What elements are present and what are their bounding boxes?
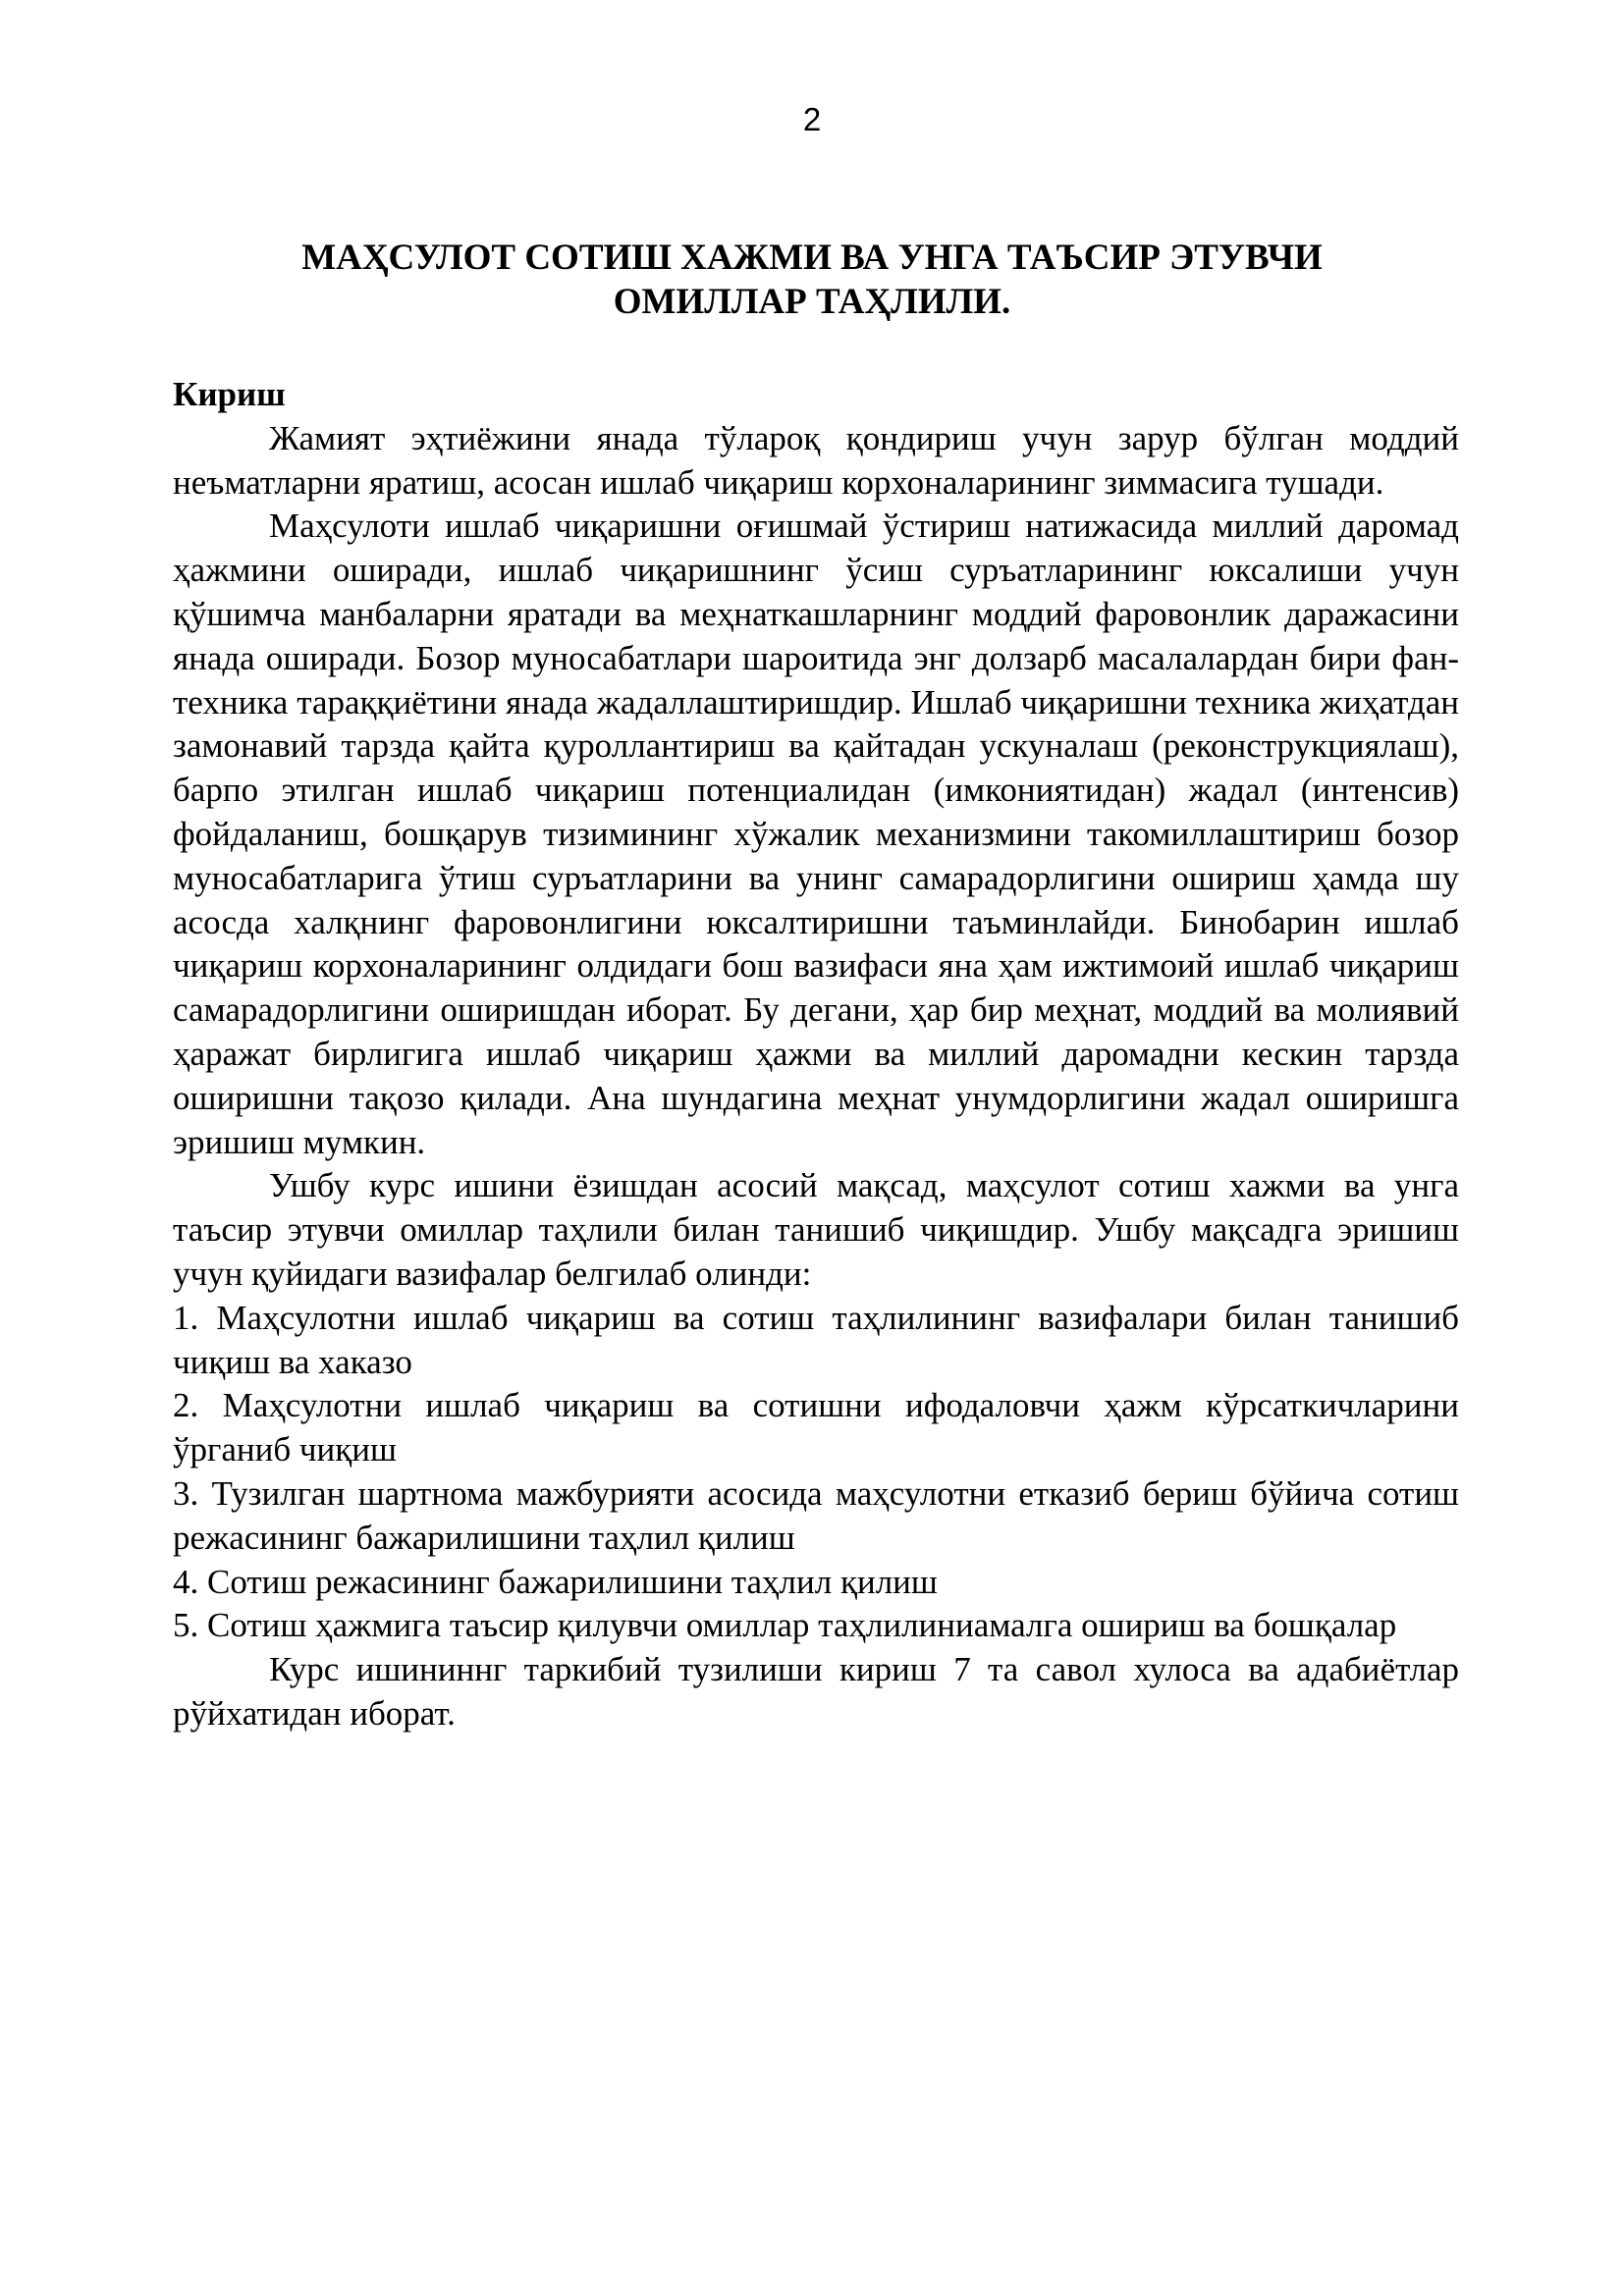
title-line-2: ОМИЛЛАР ТАҲЛИЛИ.	[613, 282, 1011, 322]
paragraph-3: Ушбу курс ишини ёзишдан асосий мақсад, маҳсулот сотиш хажми ва унга таъсир этувчи омиллар таҳлили билан танишиб чиқишдир. Ушбу мақсадга эришиш учун қуйидаги вазифалар белгилаб олинди:	[173, 1166, 1459, 1293]
paragraph-1: Жамият эҳтиёжини янада тўлароқ қондириш учун зарур бўлган моддий неъматларни яратиш, асосан ишлаб чиқариш корхоналарининг зиммасига тушади.	[173, 418, 1459, 502]
list-item-2: 2. Маҳсулотни ишлаб чиқариш ва сотишни ифодаловчи ҳажм кўрсаткичларини ўрганиб чиқиш	[173, 1386, 1459, 1469]
list-item-3: 3. Тузилган шартнома мажбурияти асосида маҳсулотни етказиб бериш бўйича сотиш режасининг бажарилишини таҳлил қилиш	[173, 1473, 1459, 1557]
paragraph-2: Маҳсулоти ишлаб чиқаришни оғишмай ўстириш натижасида миллий даромад ҳажмини оширади, ишлаб чиқаришнинг ўсиш суръатларининг юксалиши учун қўшимча манбаларни яратади ва меҳнаткашларнинг моддий фаровонлик даражасини янада оширади. Бозор муносабатлари шароитида энг долзарб масалалардан бири фан-техника тараққиётини янада жадаллаштиришдир. Ишлаб чиқаришни техника жиҳатдан замонавий тарзда қайта қуроллантириш ва қайтадан ускуналаш (реконструкциялаш), барпо этилган ишлаб чиқариш потенциалидан (имкониятидан) жадал (интенсив) фойдаланиш, бошқарув тизимининг хўжалик механизмини такомиллаштириш бозор муносабатларига ўтиш суръатларини ва унинг самарадорлигини ошириш ҳамда шу асосда халқнинг фаровонлигини юксалтиришни таъминлайди. Бинобарин ишлаб чиқариш корхоналарининг олдидаги бош вазифаси яна ҳам ижтимоий ишлаб чиқариш самарадорлигини оширишдан иборат. Бу дегани, ҳар бир меҳнат, моддий ва молиявий ҳаражат бирлигига ишлаб чиқариш ҳажми ва миллий даромадни кескин тарзда оширишни тақозо қилади. Ана шундагина меҳнат унумдорлигини жадал оширишга эришиш мумкин.	[173, 507, 1459, 1161]
list-item-5: 5. Сотиш ҳажмига таъсир қилувчи омиллар таҳлилиниамалга ошириш ва бошқалар	[173, 1606, 1397, 1645]
list-item-4: 4. Сотиш режасининг бажарилишини таҳлил қилиш	[173, 1562, 938, 1601]
page-number: 2	[802, 101, 822, 137]
list-item-1: 1. Маҳсулотни ишлаб чиқариш ва сотиш таҳлилининг вазифалари билан танишиб чиқиш ва хаказо	[173, 1298, 1459, 1381]
document-title	[236, 236, 1388, 324]
document-body	[173, 373, 1459, 1736]
closing-paragraph: Курс ишининнг таркибий тузилиши кириш 7 та савол хулоса ва адабиётлар рўйхатидан иборат.	[173, 1650, 1459, 1733]
section-heading: Кириш	[173, 375, 286, 413]
title-line-1: МАҲСУЛОТ СОТИШ ХАЖМИ ВА УНГА ТАЪСИР ЭТУВЧИ	[301, 238, 1323, 278]
